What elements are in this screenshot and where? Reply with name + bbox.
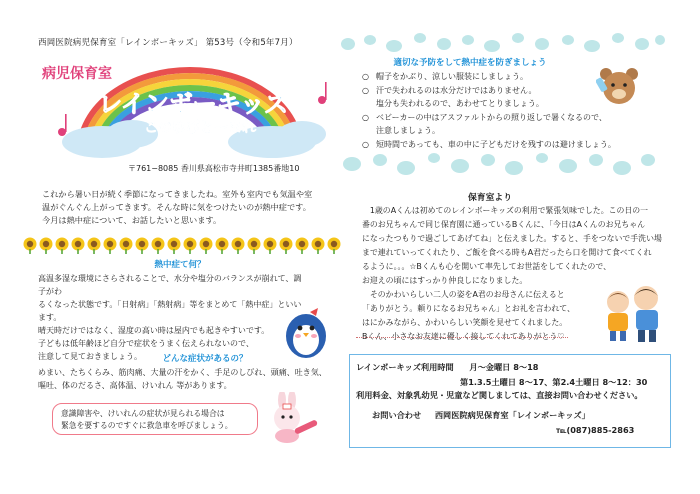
section1-line: 注意して見ておきましょう。: [38, 352, 142, 361]
message-line: になったつもりで過ごしてあげてね」と伝えました。すると、手をつないで手洗い場: [362, 234, 662, 243]
intro-line: これから暑い日が続く季節になってきましたね。室外も室内でも気温や室: [42, 189, 313, 199]
contact-phone: ℡(087)885-2863: [556, 425, 635, 435]
section1-line: 子どもは低年齢ほど自分で症状をうまく伝えられないので、: [38, 339, 254, 348]
hours-label: レインボーキッズ利用時間: [356, 362, 454, 372]
bear-drinking-illustration-icon: [596, 64, 642, 110]
nursery-message-title: 保育室より: [468, 193, 512, 203]
bullet-circle-icon: ○: [362, 85, 369, 95]
section1-line: 高温多湿な環境にさらされることで、水分や塩分のバランスが崩れて、調子がわ: [38, 274, 302, 296]
intro-line: 温がぐんぐん上がってきます。そんな時に気をつけたいのが熱中症です。: [42, 202, 311, 212]
emergency-warning-box: [52, 403, 258, 435]
message-line: お迎えの頃にはすっかり仲良しになりました。: [362, 276, 528, 285]
bullet-circle-icon: ○: [362, 139, 369, 149]
message-line: 番のお兄ちゃんで同じ保育園に通っているBくんに、「今日はAくんのお兄ちゃん: [362, 220, 646, 229]
list-item: [362, 124, 662, 138]
banner-top-label: 病児保育室: [42, 66, 112, 82]
bullet-spacer: [362, 97, 376, 111]
list-item-text: ベビーカーの中はアスファルトからの照り返しで暑くなるので、: [376, 112, 607, 122]
prevention-title: 適切な予防をして熱中症を防ぎましょう: [393, 58, 547, 68]
message-line: はにかみながら、かわいらしい笑顔を見せてくれました。: [362, 318, 568, 327]
section1-body: [38, 272, 308, 363]
eligibility-note: 利用料金、対象乳幼児・児童など関しましては、直接お問い合わせください。: [356, 390, 643, 400]
section1-line: るくなった状態です。「日射病」「熱射病」等をまとめて「熱中症」といいます。: [38, 300, 302, 322]
message-line: まで連れていってくれたり、ご飯を食べる時もA君だったら口を開けて食べてくれ: [362, 248, 652, 257]
children-illustration-icon: [596, 284, 668, 344]
rainbow-banner: [40, 50, 340, 162]
message-line: 「ありがとう。頼りになるお兄ちゃん」とお礼を言われて、: [362, 304, 575, 313]
penguin-illustration-icon: [280, 306, 332, 360]
section1-line: 晴天時だけではなく、湿度の高い時は屋内でも起きやすいです。: [38, 326, 270, 335]
service-info-box: [349, 354, 671, 448]
warning-line: 意識障害や、けいれんの症状が見られる場合は: [61, 409, 225, 418]
warning-line: 緊急を要するのですぐに救急車を呼びましょう。: [61, 421, 233, 430]
contact-label: お問い合わせ: [372, 410, 422, 420]
message-line: るように。。。☆Bくんも心を開いて率先してお世話をしてくれたので、: [362, 262, 612, 271]
address-line: 〒761−8085 香川県高松市寺井町1385番地10: [128, 164, 300, 173]
message-line: Bくん、小さなお友達に優しく接してくれてありがとう♡: [362, 332, 565, 341]
list-item-text: 注意しましょう。: [376, 126, 440, 136]
contact-name: 西岡医院病児保育室「レインボーキッズ」: [434, 410, 590, 420]
banner-main-title: レインボーキッズ: [98, 90, 289, 118]
section2-body: [38, 366, 338, 392]
list-item-text: 帽子をかぶり、涼しい服装にしましょう。: [376, 72, 528, 81]
section-title-symptoms: どんな症状があるの？: [162, 354, 248, 364]
list-item: [362, 111, 662, 125]
hours-saturday: 第1.3.5土曜日 8～17、第2.4土曜日 8～12：30: [460, 377, 648, 387]
bubble-border-top-icon: [336, 30, 666, 58]
hours-weekday: 月～金曜日 8～18: [469, 362, 539, 372]
bullet-spacer: [362, 124, 376, 138]
intro-line: 今月は熱中症について、お話したいと思います。: [42, 215, 222, 225]
intro-paragraph: [42, 188, 334, 227]
dotted-divider: [356, 337, 568, 338]
rabbit-nurse-illustration-icon: [258, 392, 320, 444]
newsletter-issue-line: 西岡医院病児保育室「レインボーキッズ」 第53号（令和5年7月）: [38, 38, 298, 48]
message-line: そのかわいらしい二人の姿をA君のお母さんに伝えると: [369, 290, 565, 299]
sunflower-border-icon: [22, 236, 348, 254]
list-item-text: 塩分も失われるので、あわせてとりましょう。: [376, 99, 544, 109]
list-item-text: 短時間であっても、車の中に子どもだけを残すのは避けましょう。: [376, 139, 616, 149]
bullet-circle-icon: ○: [362, 72, 369, 81]
bullet-circle-icon: ○: [362, 112, 369, 122]
list-item-text: 汗で失われるのは水分だけではありません。: [376, 85, 537, 95]
section2-line: めまい、たちくらみ、筋肉痛、大量の汗をかく、手足のしびれ、頭痛、吐き気、: [38, 368, 327, 377]
message-line: 1歳のAくんは初めてのレインボーキッズの利用で緊張気味でした。この日の一: [369, 206, 649, 215]
section2-line: 嘔吐、体のだるさ、高体温、けいれん 等があります。: [38, 381, 232, 390]
message-paragraph-2: [362, 288, 600, 344]
bubble-border-bottom-icon: [336, 146, 666, 180]
banner-subtitle: このゆびと〜まれ: [144, 120, 256, 136]
section-title-what-is-heatstroke: 熱中症て何？: [154, 260, 206, 270]
